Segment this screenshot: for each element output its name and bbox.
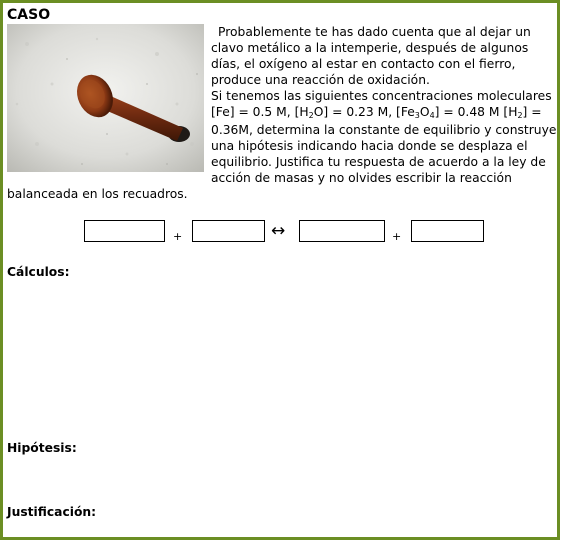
balanced-reaction-row bbox=[0, 220, 560, 246]
justification-label: Justificación: bbox=[7, 505, 97, 519]
case-paragraph-2: Si tenemos las siguientes concentraciones moleculares [Fe] = 0.5 M, $[H_2O] = 0.23$ M, $[Fe_3O_4] = 0.48$ M $[H_2] = 0.36M$, determina la constante de equilibrio y construye una hipótesis indicando hacia donde se desplaza el equilibrio. Justifica tu respuesta de acuerdo a la ley de acción de masas y no olvides escribir la reacción balanceada en los recuadros. bbox=[7, 89, 557, 201]
hypothesis-label: Hipótesis: bbox=[7, 441, 77, 455]
plus-sign-2: + bbox=[392, 230, 402, 243]
reactant-1-box[interactable] bbox=[84, 220, 165, 242]
product-2-box[interactable] bbox=[411, 220, 484, 242]
case-description bbox=[7, 24, 558, 202]
reactant-2-box[interactable] bbox=[192, 220, 265, 242]
case-title: CASO bbox=[7, 7, 51, 23]
plus-sign-1: + bbox=[173, 230, 183, 243]
equilibrium-arrow-icon: ↔ bbox=[271, 221, 286, 241]
calculations-label: Cálculos: bbox=[7, 265, 70, 279]
case-paragraph-1: Probablemente te has dado cuenta que al dejar un clavo metálico a la intemperie, después de algunos días, el oxígeno al estar en contacto con el fierro, produce una reacción de oxidación. bbox=[211, 25, 531, 87]
product-1-box[interactable] bbox=[299, 220, 385, 242]
